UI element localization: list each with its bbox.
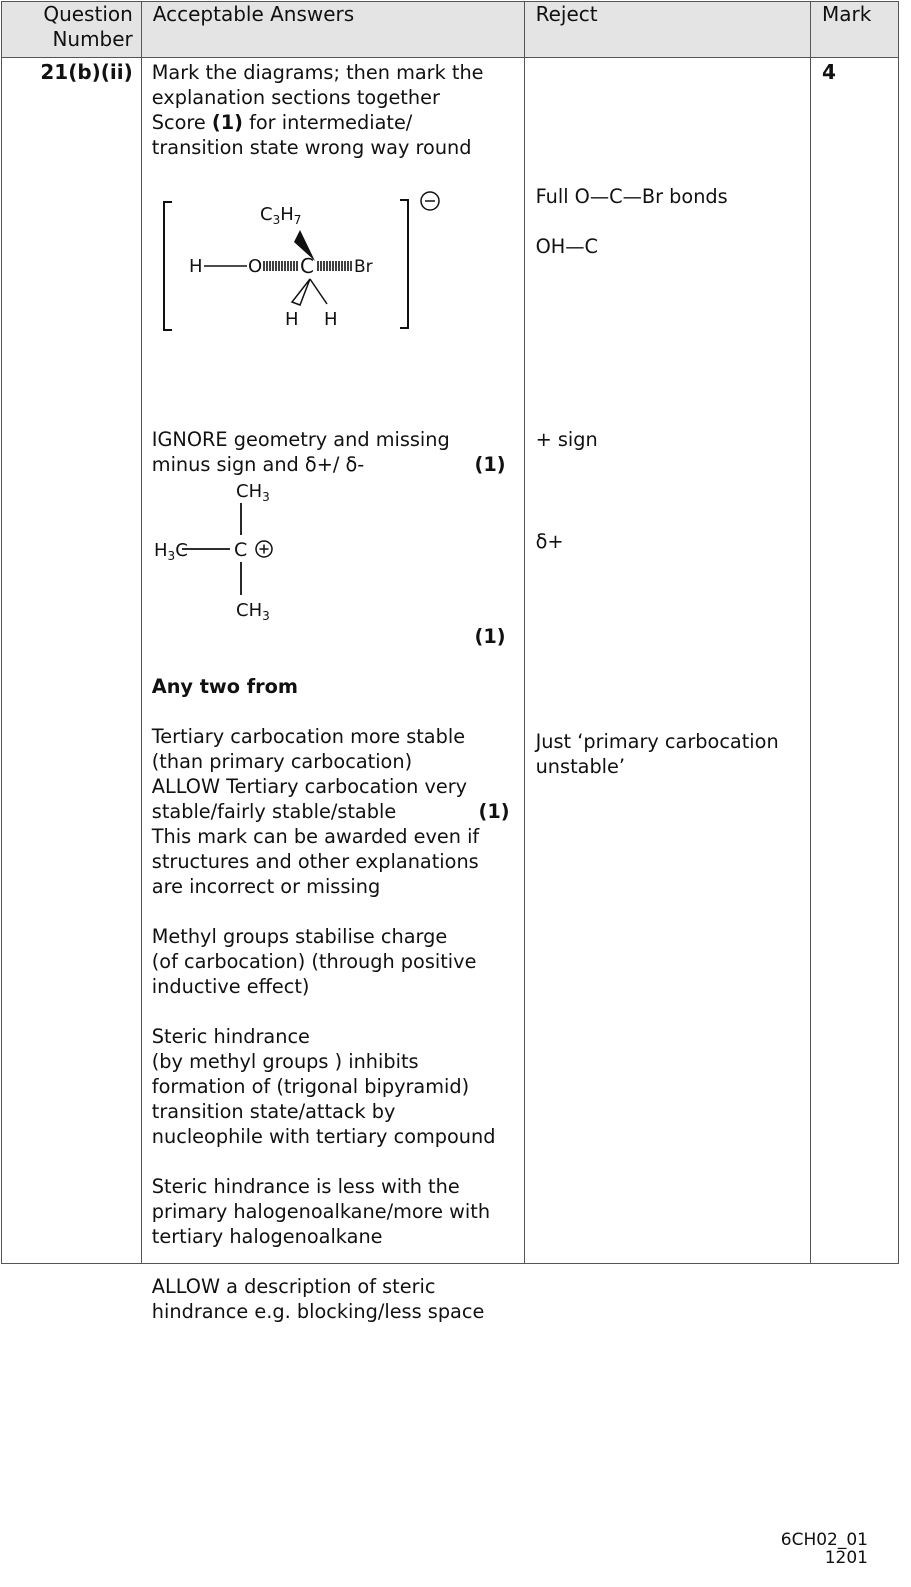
tertiary-note-2: structures and other explanations <box>151 850 479 873</box>
intro-line-1: Mark the diagrams; then mark the <box>151 61 484 84</box>
c3h7-label: $C_3H_7$ <box>259 204 302 227</box>
hollow-wedge-bond <box>292 279 310 305</box>
mark-value: 4 <box>822 60 836 84</box>
page-footer <box>781 1531 868 1567</box>
score-line <box>152 110 413 135</box>
tertiary-line-3: ALLOW Tertiary carbocation very <box>151 775 468 798</box>
ch3-bottom: $CH_3$ <box>235 600 270 623</box>
methyl-line-2: (of carbocation) (through positive <box>151 950 477 973</box>
score-prefix: Score <box>151 111 212 134</box>
atom-h-left: H <box>188 256 203 277</box>
steric-less-line-2: primary halogenoalkane/more with <box>151 1200 491 1223</box>
right-bracket <box>400 200 408 328</box>
atom-c-center: C <box>299 254 314 278</box>
ignore-line-1: IGNORE geometry and missing <box>151 428 450 451</box>
mark-cell <box>811 58 899 1264</box>
score-bold: (1) <box>211 111 243 134</box>
reject-delta-plus: δ+ <box>535 530 564 553</box>
steric-line-5: nucleophile with tertiary compound <box>151 1125 496 1148</box>
steric-line-3: formation of (trigonal bipyramid) <box>151 1075 470 1098</box>
reject-just-primary-2: unstable’ <box>535 755 626 778</box>
question-number-cell <box>2 58 142 1264</box>
header-acceptable-answers: Acceptable Answers <box>141 2 524 58</box>
header-mark: Mark <box>811 2 899 58</box>
header-question-line2: Number <box>52 27 133 51</box>
steric-line-1: Steric hindrance <box>151 1025 310 1048</box>
header-question-line1: Question <box>43 2 133 26</box>
h3c-left: $H_3C$ <box>153 540 188 563</box>
tertiary-line-2: (than primary carbocation) <box>151 750 413 773</box>
steric-less-line-1: Steric hindrance is less with the <box>151 1175 460 1198</box>
partial-bond-oc <box>264 261 297 271</box>
reject-oh-c: OH—C <box>535 235 598 258</box>
session-code: 1201 <box>824 1548 868 1568</box>
intro-line-2: explanation sections together <box>151 86 440 109</box>
methyl-line-1: Methyl groups stabilise charge <box>151 925 448 948</box>
score-suffix: for intermediate/ <box>242 111 413 134</box>
header-reject: Reject <box>524 2 810 58</box>
answer-row <box>2 58 899 1264</box>
tertiary-note-3: are incorrect or missing <box>151 875 381 898</box>
partial-bond-cbr <box>318 261 351 271</box>
transition-state-diagram <box>152 184 452 334</box>
reject-just-primary-1: Just ‘primary carbocation <box>535 730 779 753</box>
reject-cell <box>524 58 810 1264</box>
header-row <box>2 2 899 58</box>
carbon-center: C <box>233 539 248 561</box>
any-two-from: Any two from <box>151 675 298 698</box>
tertiary-line-1: Tertiary carbocation more stable <box>151 725 466 748</box>
tertiary-note-1: This mark can be awarded even if <box>151 825 480 848</box>
tertiary-line-4: stable/fairly stable/stable <box>151 800 397 823</box>
header-question-number <box>2 2 142 58</box>
atom-br: Br <box>353 257 373 277</box>
steric-line-4: transition state/attack by <box>151 1100 396 1123</box>
allow-line-2: hindrance e.g. blocking/less space <box>151 1300 485 1323</box>
paper-code: 6CH02_01 <box>780 1530 868 1550</box>
atom-h-bottom-2: H <box>323 309 338 330</box>
allow-line-1: ALLOW a description of steric <box>151 1275 436 1298</box>
steric-line-2: (by methyl groups ) inhibits <box>151 1050 419 1073</box>
mark-diagram-1: (1) <box>474 453 506 476</box>
mark-scheme-table <box>1 1 899 1323</box>
ch3-top: $CH_3$ <box>235 481 270 504</box>
score-line-2: transition state wrong way round <box>151 136 472 159</box>
atom-h-bottom-1: H <box>284 309 299 330</box>
left-bracket <box>164 202 172 330</box>
methyl-line-3: inductive effect) <box>151 975 310 998</box>
acceptable-answers-cell <box>141 58 524 1323</box>
reject-plus-sign: + sign <box>535 428 598 451</box>
carbocation-diagram <box>142 476 342 626</box>
mark-tertiary: (1) <box>478 800 510 823</box>
steric-less-line-3: tertiary halogenoalkane <box>151 1225 383 1248</box>
reject-full-bonds: Full O—C—Br bonds <box>535 185 728 208</box>
question-number: 21(b)(ii) <box>40 60 133 84</box>
mark-diagram-2: (1) <box>474 625 506 648</box>
ignore-line-2: minus sign and δ+/ δ- <box>151 453 365 476</box>
atom-o: O <box>247 256 262 277</box>
